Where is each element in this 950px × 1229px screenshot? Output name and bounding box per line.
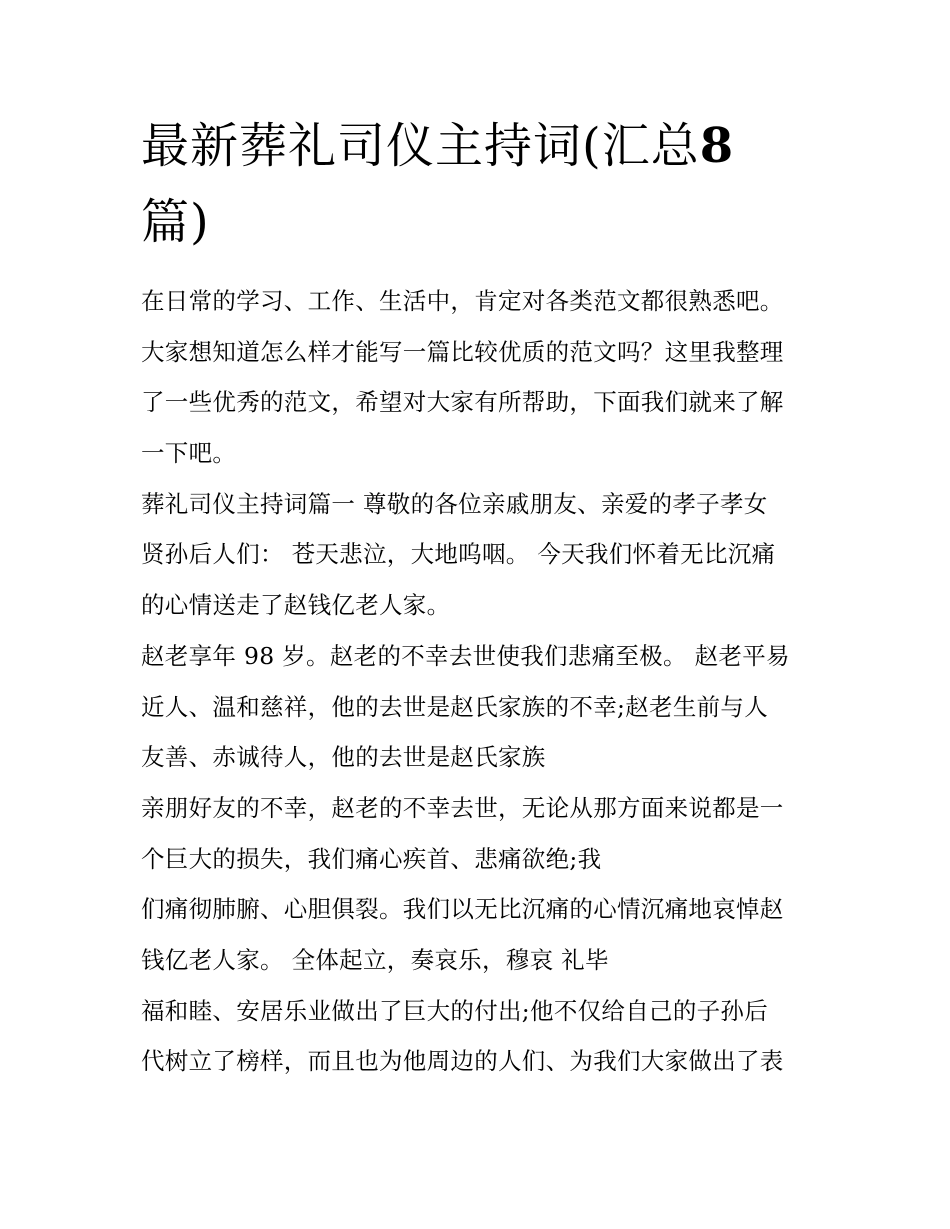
body-line: 葬礼司仪主持词篇一 尊敬的各位亲戚朋友、亲爱的孝子孝女	[141, 489, 768, 518]
title-number: 8	[699, 118, 735, 174]
body-line: 们痛彻肺腑、心胆俱裂。我们以无比沉痛的心情沉痛地哀悼赵	[141, 895, 784, 924]
body-line: 钱亿老人家。 全体起立，奏哀乐，穆哀 礼毕	[141, 945, 609, 974]
body-line: 赵老享年 98 岁。赵老的不幸去世使我们悲痛至极。 赵老平易	[141, 641, 790, 670]
title-text: 最新葬礼司仪主持词(汇总	[141, 118, 700, 174]
body-line: 在日常的学习、工作、生活中，肯定对各类范文都很熟悉吧。	[141, 287, 784, 315]
body-line: 的心情送走了赵钱亿老人家。	[141, 591, 451, 620]
body-line: 大家想知道怎么样才能写一篇比较优质的范文吗？这里我整理	[141, 337, 784, 366]
body-line: 个巨大的损失，我们痛心疾首、悲痛欲绝;我	[141, 844, 602, 873]
body-line: 友善、赤诚待人，他的去世是赵氏家族	[141, 743, 546, 772]
document-body	[141, 276, 821, 1087]
title-text-line2: 篇)	[141, 194, 210, 250]
body-line: 近人、温和慈祥，他的去世是赵氏家族的不幸;赵老生前与人	[141, 692, 769, 721]
document-title	[141, 108, 821, 260]
body-line: 福和睦、安居乐业做出了巨大的付出;他不仅给自己的子孙后	[141, 996, 769, 1025]
body-line: 一下吧。	[141, 439, 237, 468]
body-line: 代树立了榜样，而且也为他周边的人们、为我们大家做出了表	[141, 1047, 784, 1076]
body-line: 贤孙后人们： 苍天悲泣，大地呜咽。 今天我们怀着无比沉痛	[141, 540, 776, 569]
body-line: 亲朋好友的不幸，赵老的不幸去世，无论从那方面来说都是一	[141, 793, 784, 822]
body-line: 了一些优秀的范文，希望对大家有所帮助，下面我们就来了解	[141, 388, 784, 417]
